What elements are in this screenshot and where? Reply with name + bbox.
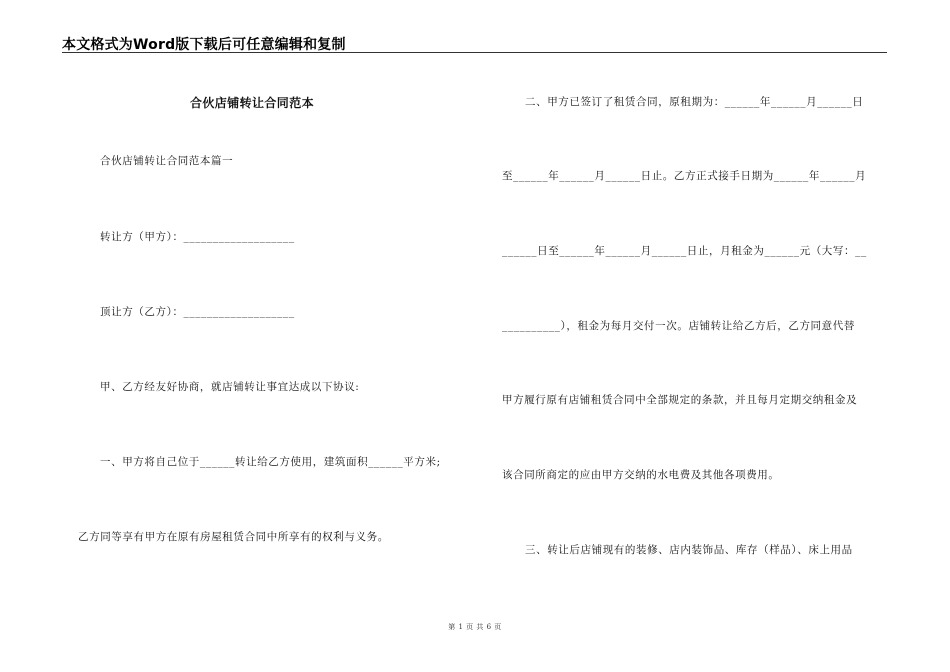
page-number-footer: 第 1 页 共 6 页 — [448, 623, 502, 631]
header-divider — [62, 52, 887, 53]
clause-three-line-1: 三、转让后店铺现有的装修、店内装饰品、库存（样品）、床上用品 — [525, 544, 853, 556]
document-header: 本文格式为Word版下载后可任意编辑和复制 — [62, 37, 346, 53]
clause-two-line-6: 该合同所商定的应由甲方交纳的水电费及其他各项费用。 — [502, 469, 780, 481]
agreement-intro: 甲、乙方经友好协商，就店铺转让事宜达成以下协议: — [100, 381, 360, 393]
document-title: 合伙店铺转让合同范本 — [190, 96, 315, 110]
clause-two-line-5: 甲方履行原有店铺租赁合同中全部规定的条款，并且每月定期交纳租金及 — [502, 394, 858, 406]
clause-two-line-1: 二、甲方已签订了租赁合同，原租期为：______年______月______日 — [525, 96, 864, 108]
section-heading: 合伙店铺转让合同范本篇一 — [100, 155, 234, 167]
clause-two-line-2: 至______年______月______日止。乙方正式接手日期为______年______月 — [502, 170, 867, 182]
clause-two-line-3: ______日至______年______月______日止，月租金为______元（大写：__ — [502, 245, 867, 257]
clause-one-continued: 乙方同等享有甲方在原有房屋租赁合同中所享有的权利与义务。 — [78, 531, 389, 543]
clause-one: 一、甲方将自己位于______转让给乙方使用，建筑面积______平方米; — [100, 456, 441, 468]
clause-two-line-4: __________），租金为每月交付一次。店铺转让给乙方后，乙方同意代替 — [502, 320, 855, 332]
transferee-line: 顶让方（乙方）：___________________ — [100, 306, 295, 318]
transferor-line: 转让方（甲方）：___________________ — [100, 231, 295, 243]
